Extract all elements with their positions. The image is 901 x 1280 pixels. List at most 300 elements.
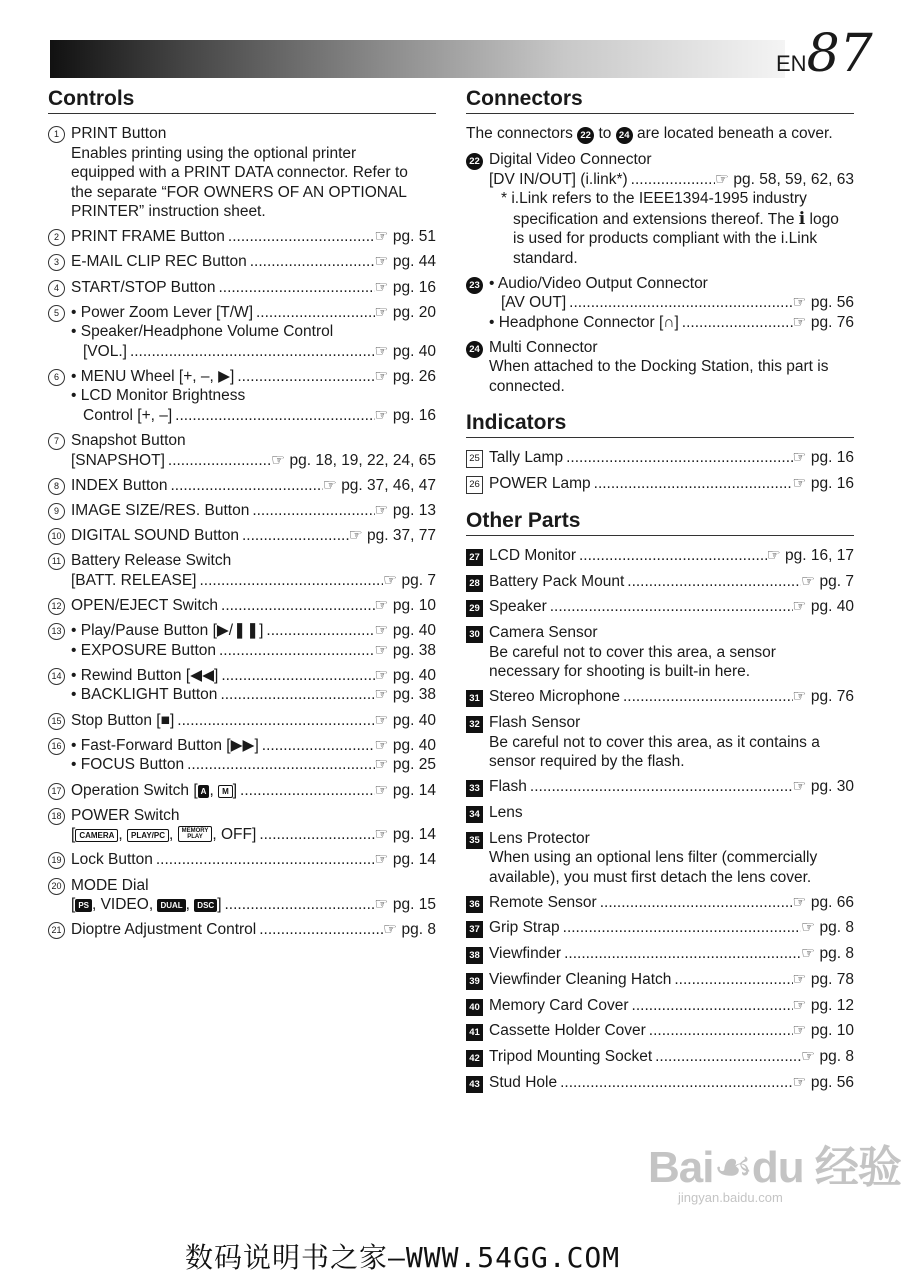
leader-dots xyxy=(259,736,375,756)
page-lang: EN xyxy=(776,51,807,76)
control-item-19 xyxy=(48,850,436,870)
baidu-watermark xyxy=(648,1143,901,1205)
pointing-hand-icon: ☞ xyxy=(383,571,398,589)
indicator-item-26 xyxy=(466,474,854,494)
intro-to-number: 24 xyxy=(616,127,633,144)
connector-item-text: standard. xyxy=(513,249,578,267)
part-item-body xyxy=(489,944,854,964)
pointing-hand-icon: ☞ xyxy=(792,996,807,1014)
part-item-38 xyxy=(466,944,854,964)
other-parts-title: Other Parts xyxy=(466,508,854,536)
part-item-text: Remote Sensor xyxy=(489,893,597,911)
page-number xyxy=(776,24,873,84)
manual-mode-icon: M xyxy=(218,785,233,798)
pointing-hand-icon: ☞ xyxy=(374,303,389,321)
pointing-hand-icon: ☞ xyxy=(374,826,389,844)
pointing-hand-icon: ☞ xyxy=(374,781,389,799)
part-item-line xyxy=(489,829,854,849)
control-item-body xyxy=(71,501,436,521)
connector-item-page-ref xyxy=(715,170,854,190)
header-gradient-bar xyxy=(50,40,785,78)
control-item-marker xyxy=(48,711,71,731)
control-item-line xyxy=(71,202,436,222)
control-item-line xyxy=(71,342,436,362)
connector-item-body xyxy=(489,274,854,333)
control-item-page-ref xyxy=(375,367,436,387)
control-item-body xyxy=(71,476,436,496)
connectors-title: Connectors xyxy=(466,86,854,114)
control-item-8 xyxy=(48,476,436,496)
control-item-line xyxy=(71,781,436,801)
control-item-page: pg. 16 xyxy=(392,278,436,296)
control-item-number-icon: 19 xyxy=(48,852,65,869)
part-item-line xyxy=(489,893,854,913)
part-item-marker xyxy=(466,623,489,682)
control-item-number-icon: 10 xyxy=(48,528,65,545)
connector-item-text: Digital Video Connector xyxy=(489,151,652,168)
control-item-text: • BACKLIGHT Button xyxy=(71,686,218,704)
connector-item-page-ref xyxy=(793,293,854,313)
pointing-hand-icon: ☞ xyxy=(792,970,807,988)
part-item-page: pg. 56 xyxy=(810,1073,854,1091)
part-item-marker xyxy=(466,546,489,566)
control-item-9 xyxy=(48,501,436,521)
control-item-marker xyxy=(48,124,71,222)
connector-item-line xyxy=(489,338,854,358)
part-item-body xyxy=(489,777,854,797)
pointing-hand-icon: ☞ xyxy=(374,711,389,729)
control-item-5 xyxy=(48,303,436,362)
connector-item-marker xyxy=(466,150,489,268)
control-item-marker xyxy=(48,431,71,470)
connector-item-22 xyxy=(466,150,854,268)
control-item-body xyxy=(71,227,436,247)
part-item-marker xyxy=(466,1047,489,1067)
footer-site-text: 数码说明书之家—WWW.54GG.COM xyxy=(185,1241,621,1274)
part-item-body xyxy=(489,970,854,990)
part-item-text: Flash Sensor xyxy=(489,714,581,731)
pointing-hand-icon: ☞ xyxy=(374,666,389,684)
pointing-hand-icon: ☞ xyxy=(766,547,781,565)
part-item-line xyxy=(489,868,854,888)
pointing-hand-icon: ☞ xyxy=(792,778,807,796)
control-item-page: pg. 10 xyxy=(392,597,436,615)
control-item-body xyxy=(71,666,436,705)
control-item-marker xyxy=(48,736,71,775)
part-item-body xyxy=(489,1021,854,1041)
control-item-text: Control [+, –] xyxy=(83,406,173,424)
indicator-item-number-icon: 26 xyxy=(466,476,483,494)
indicator-item-number-icon: 25 xyxy=(466,450,483,468)
part-item-text: Be careful not to cover this area, a sensor xyxy=(489,643,776,661)
control-item-page-ref xyxy=(375,781,436,801)
connector-item-line xyxy=(489,170,854,190)
control-item-body xyxy=(71,252,436,272)
part-item-page: pg. 12 xyxy=(810,996,854,1014)
connector-item-number-icon: 23 xyxy=(466,277,483,294)
part-item-number-icon: 29 xyxy=(466,600,483,617)
pointing-hand-icon: ☞ xyxy=(374,367,389,385)
control-item-line xyxy=(71,227,436,247)
control-item-number-icon: 11 xyxy=(48,553,65,570)
part-item-page-ref xyxy=(793,996,854,1016)
part-item-line xyxy=(489,848,854,868)
part-item-body xyxy=(489,1047,854,1067)
part-item-body xyxy=(489,1073,854,1093)
connector-item-line xyxy=(489,377,854,397)
control-item-line xyxy=(71,476,436,496)
control-item-line xyxy=(71,895,436,915)
control-item-text: equipped with a PRINT DATA connector. Refer to xyxy=(71,164,408,181)
indicators-list xyxy=(466,448,854,494)
control-item-text: Lock Button xyxy=(71,851,153,869)
pointing-hand-icon: ☞ xyxy=(792,313,807,331)
control-item-page-ref xyxy=(375,501,436,521)
pointing-hand-icon: ☞ xyxy=(792,294,807,312)
control-item-line xyxy=(71,666,436,686)
connector-item-marker xyxy=(466,274,489,333)
control-item-page: pg. 40 xyxy=(392,711,436,729)
leader-dots xyxy=(196,571,383,591)
control-item-text: • FOCUS Button xyxy=(71,756,185,774)
part-item-line xyxy=(489,970,854,990)
leader-dots xyxy=(218,596,375,616)
control-item-21 xyxy=(48,920,436,940)
control-item-page: pg. 15 xyxy=(392,896,436,914)
control-item-body xyxy=(71,621,436,660)
control-item-text: [SNAPSHOT] xyxy=(71,451,165,469)
control-item-page: pg. 18, 19, 22, 24, 65 xyxy=(289,451,436,469)
part-item-31 xyxy=(466,687,854,707)
control-item-line xyxy=(71,163,436,183)
pointing-hand-icon: ☞ xyxy=(792,1022,807,1040)
control-item-body xyxy=(71,303,436,362)
part-item-page-ref xyxy=(793,893,854,913)
pointing-hand-icon: ☞ xyxy=(374,851,389,869)
control-item-text: • Fast-Forward Button [▶▶] xyxy=(71,736,259,754)
control-item-marker xyxy=(48,621,71,660)
control-item-text: DIGITAL SOUND Button xyxy=(71,527,239,545)
control-item-6 xyxy=(48,367,436,426)
control-item-page-ref xyxy=(375,252,436,272)
part-item-number-icon: 35 xyxy=(466,832,483,849)
part-item-line xyxy=(489,662,854,682)
control-item-11 xyxy=(48,551,436,590)
indicator-item-page-ref xyxy=(793,474,854,494)
pointing-hand-icon: ☞ xyxy=(792,893,807,911)
indicator-item-page-ref xyxy=(793,448,854,468)
control-item-text: PRINT Button xyxy=(71,125,167,142)
leader-dots xyxy=(563,448,793,468)
connector-item-text: specification and extensions thereof. The ℹ logo xyxy=(513,208,839,228)
part-item-line xyxy=(489,1047,854,1067)
control-item-7 xyxy=(48,431,436,470)
control-item-page: pg. 14 xyxy=(392,781,436,799)
pointing-hand-icon: ☞ xyxy=(801,945,816,963)
control-item-page-ref xyxy=(375,278,436,298)
control-item-line xyxy=(71,144,436,164)
control-item-body xyxy=(71,124,436,222)
control-item-body xyxy=(71,876,436,915)
part-item-marker xyxy=(466,893,489,913)
leader-dots xyxy=(234,367,374,387)
intro-from-number: 22 xyxy=(577,127,594,144)
control-item-text: E-MAIL CLIP REC Button xyxy=(71,253,247,271)
control-item-text: POWER Switch xyxy=(71,806,180,824)
part-item-number-icon: 32 xyxy=(466,716,483,733)
control-item-page: pg. 14 xyxy=(392,826,436,844)
pointing-hand-icon: ☞ xyxy=(374,736,389,754)
control-item-number-icon: 21 xyxy=(48,922,65,939)
leader-dots xyxy=(629,996,793,1016)
control-item-page: pg. 14 xyxy=(392,851,436,869)
part-item-text: Speaker xyxy=(489,598,547,616)
control-item-page-ref xyxy=(375,621,436,641)
control-item-marker xyxy=(48,476,71,496)
control-item-17 xyxy=(48,781,436,801)
leader-dots xyxy=(247,252,375,272)
control-item-marker xyxy=(48,303,71,362)
leader-dots xyxy=(216,641,375,661)
connector-item-line xyxy=(489,150,854,170)
part-item-number-icon: 42 xyxy=(466,1050,483,1067)
control-item-marker xyxy=(48,278,71,298)
control-item-page-ref xyxy=(271,451,436,471)
control-item-text: [VOL.] xyxy=(83,342,127,360)
connector-item-number-icon: 24 xyxy=(466,341,483,358)
control-item-line xyxy=(71,711,436,731)
control-item-marker xyxy=(48,367,71,426)
play-pc-mode-icon: PLAY/PC xyxy=(127,829,169,842)
part-item-marker xyxy=(466,687,489,707)
control-item-text: Battery Release Switch xyxy=(71,552,232,570)
control-item-number-icon: 20 xyxy=(48,878,65,895)
pointing-hand-icon: ☞ xyxy=(801,572,816,590)
part-item-number-icon: 33 xyxy=(466,780,483,797)
control-item-20 xyxy=(48,876,436,915)
leader-dots xyxy=(218,666,374,686)
part-item-page: pg. 78 xyxy=(810,970,854,988)
part-item-text: sensor required by the flash. xyxy=(489,753,685,770)
control-item-marker xyxy=(48,920,71,940)
part-item-body xyxy=(489,918,854,938)
part-item-marker xyxy=(466,944,489,964)
connector-item-page: pg. 58, 59, 62, 63 xyxy=(733,170,854,188)
part-item-text: Stereo Microphone xyxy=(489,688,620,706)
control-item-marker xyxy=(48,252,71,272)
control-item-text: INDEX Button xyxy=(71,476,168,494)
leader-dots xyxy=(153,850,375,870)
control-item-text: • Rewind Button [◀◀] xyxy=(71,666,219,684)
control-item-number-icon: 3 xyxy=(48,254,65,271)
indicators-title: Indicators xyxy=(466,410,854,438)
control-item-text: • EXPOSURE Button xyxy=(71,641,216,659)
pointing-hand-icon: ☞ xyxy=(271,451,286,469)
connector-item-text: • Audio/Video Output Connector xyxy=(489,274,708,292)
part-item-39 xyxy=(466,970,854,990)
pointing-hand-icon: ☞ xyxy=(322,476,337,494)
control-item-line xyxy=(71,386,436,406)
control-item-page: pg. 40 xyxy=(392,736,436,754)
part-item-page-ref xyxy=(801,944,854,964)
control-item-14 xyxy=(48,666,436,705)
control-item-page-ref xyxy=(349,526,436,546)
control-item-number-icon: 16 xyxy=(48,738,65,755)
part-item-text: LCD Monitor xyxy=(489,547,576,565)
connector-item-page: pg. 56 xyxy=(810,294,854,312)
connector-item-text: * i.Link refers to the IEEE1394-1995 industry xyxy=(501,190,807,207)
control-item-page-ref xyxy=(375,736,436,756)
part-item-page-ref xyxy=(793,1021,854,1041)
pointing-hand-icon: ☞ xyxy=(374,278,389,296)
part-item-line xyxy=(489,1073,854,1093)
left-column xyxy=(48,86,436,945)
part-item-body xyxy=(489,829,854,888)
leader-dots xyxy=(172,406,375,426)
leader-dots xyxy=(560,918,802,938)
ilink-logo-icon: ℹ xyxy=(798,208,806,228)
pointing-hand-icon: ☞ xyxy=(374,756,389,774)
control-item-line xyxy=(71,303,436,323)
leader-dots xyxy=(184,755,375,775)
part-item-marker xyxy=(466,996,489,1016)
part-item-marker xyxy=(466,918,489,938)
part-item-number-icon: 41 xyxy=(466,1024,483,1041)
part-item-marker xyxy=(466,597,489,617)
control-item-text: Operation Switch [ A , M ] xyxy=(71,781,238,799)
control-item-page-ref xyxy=(323,476,436,496)
part-item-text: Tripod Mounting Socket xyxy=(489,1047,653,1065)
control-item-text: START/STOP Button xyxy=(71,278,216,296)
indicator-item-text: POWER Lamp xyxy=(489,475,591,493)
part-item-text: When using an optional lens filter (commercially xyxy=(489,849,818,867)
control-item-page-ref xyxy=(383,920,436,940)
control-item-line xyxy=(71,551,436,571)
part-item-page: pg. 16, 17 xyxy=(785,547,854,565)
part-item-32 xyxy=(466,713,854,772)
intro-text-b: are located beneath a cover. xyxy=(637,125,833,142)
control-item-18 xyxy=(48,806,436,845)
pointing-hand-icon: ☞ xyxy=(383,921,398,939)
control-item-16 xyxy=(48,736,436,775)
connector-item-line xyxy=(489,274,854,294)
pointing-hand-icon: ☞ xyxy=(792,1073,807,1091)
part-item-page: pg. 8 xyxy=(819,1047,854,1065)
connectors-intro xyxy=(466,124,854,144)
pointing-hand-icon: ☞ xyxy=(715,170,730,188)
control-item-marker xyxy=(48,850,71,870)
part-item-body xyxy=(489,623,854,682)
connector-item-text: Multi Connector xyxy=(489,338,598,356)
connector-item-line xyxy=(489,209,854,230)
part-item-text: Memory Card Cover xyxy=(489,996,629,1014)
part-item-33 xyxy=(466,777,854,797)
control-item-line xyxy=(71,755,436,775)
part-item-line xyxy=(489,733,854,753)
part-item-page-ref xyxy=(801,918,854,938)
pointing-hand-icon: ☞ xyxy=(374,502,389,519)
connector-item-body xyxy=(489,150,854,268)
part-item-number-icon: 28 xyxy=(466,575,483,592)
part-item-page-ref xyxy=(801,572,854,592)
part-item-line xyxy=(489,572,854,592)
control-item-number-icon: 5 xyxy=(48,305,65,322)
leader-dots xyxy=(215,278,374,298)
control-item-page: pg. 20 xyxy=(392,303,436,321)
page-number-value: 87 xyxy=(806,24,873,84)
control-item-page: pg. 38 xyxy=(392,686,436,704)
leader-dots xyxy=(646,1021,793,1041)
control-item-line xyxy=(71,451,436,471)
part-item-number-icon: 39 xyxy=(466,973,483,990)
leader-dots xyxy=(576,546,767,566)
control-item-number-icon: 2 xyxy=(48,229,65,246)
part-item-41 xyxy=(466,1021,854,1041)
connector-item-text: is used for products compliant with the i.Link xyxy=(513,230,818,247)
control-item-page-ref xyxy=(375,641,436,661)
part-item-text: available), you must first detach the lens cover. xyxy=(489,868,812,886)
control-item-page-ref xyxy=(375,825,436,845)
control-item-number-icon: 8 xyxy=(48,478,65,495)
part-item-line xyxy=(489,803,854,823)
pointing-hand-icon: ☞ xyxy=(374,622,389,640)
leader-dots xyxy=(527,777,793,797)
control-item-line xyxy=(71,685,436,705)
connector-item-page: pg. 76 xyxy=(810,313,854,331)
control-item-text: [ CAMERA , PLAY/PC , MEMORY PLAY , OFF] xyxy=(71,826,257,844)
part-item-page: pg. 8 xyxy=(819,919,854,937)
part-item-35 xyxy=(466,829,854,888)
part-item-page: pg. 8 xyxy=(819,945,854,963)
part-item-marker xyxy=(466,829,489,888)
connector-item-line xyxy=(489,357,854,377)
leader-dots xyxy=(256,920,383,940)
part-item-body xyxy=(489,572,854,592)
part-item-line xyxy=(489,918,854,938)
part-item-body xyxy=(489,713,854,772)
part-item-marker xyxy=(466,803,489,823)
leader-dots xyxy=(620,687,793,707)
control-item-line xyxy=(71,876,436,896)
control-item-marker xyxy=(48,551,71,590)
control-item-number-icon: 15 xyxy=(48,713,65,730)
leader-dots xyxy=(249,501,374,521)
control-item-page-ref xyxy=(375,711,436,731)
part-item-marker xyxy=(466,777,489,797)
leader-dots xyxy=(591,474,793,494)
watermark-logo: Bai☙du 经验 xyxy=(648,1143,901,1192)
control-item-body xyxy=(71,850,436,870)
control-item-marker xyxy=(48,781,71,801)
control-item-text: • Power Zoom Lever [T/W] xyxy=(71,303,253,321)
part-item-line xyxy=(489,996,854,1016)
part-item-marker xyxy=(466,970,489,990)
control-item-line xyxy=(71,406,436,426)
part-item-page-ref xyxy=(767,546,854,566)
part-item-body xyxy=(489,803,854,823)
part-item-body xyxy=(489,996,854,1016)
control-item-4 xyxy=(48,278,436,298)
control-item-line xyxy=(71,124,436,144)
control-item-body xyxy=(71,367,436,426)
control-item-line xyxy=(71,367,436,387)
control-item-12 xyxy=(48,596,436,616)
control-item-line xyxy=(71,621,436,641)
part-item-text: Viewfinder xyxy=(489,945,562,963)
indicator-item-line xyxy=(489,474,854,494)
control-item-body xyxy=(71,596,436,616)
control-item-page-ref xyxy=(375,596,436,616)
